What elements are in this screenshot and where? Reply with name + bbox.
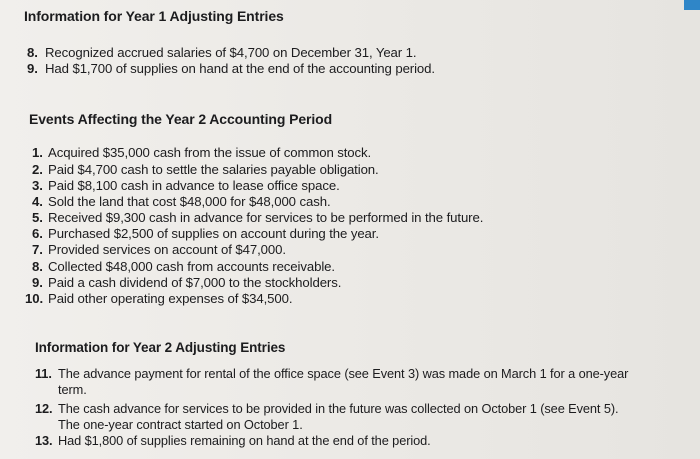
section-heading-year1-adjusting: Information for Year 1 Adjusting Entries [24,8,284,24]
item-continuation: term. [58,382,87,397]
item-number: 5. [32,210,43,225]
item-text: Paid $8,100 cash in advance to lease office space. [48,178,340,193]
item-number: 7. [32,242,43,257]
list-item [25,291,292,306]
item-number: 1. [32,145,43,160]
item-text: The advance payment for rental of the office space (see Event 3) was made on March 1 for a one-year [58,366,629,381]
item-text: Provided services on account of $47,000. [48,242,286,257]
list-item [32,194,331,209]
item-number: 4. [32,194,43,209]
list-item [35,366,628,381]
item-text: Paid a cash dividend of $7,000 to the stockholders. [48,275,342,290]
item-text: Sold the land that cost $48,000 for $48,000 cash. [48,194,331,209]
section-heading-year2-events: Events Affecting the Year 2 Accounting Period [29,111,333,127]
item-number: 2. [32,162,43,177]
item-text: Paid other operating expenses of $34,500. [48,291,293,306]
item-number: 8. [32,259,43,274]
list-item [27,61,435,76]
list-item [32,178,340,193]
list-item [32,259,335,274]
corner-color-mark [684,0,700,10]
list-item [32,210,483,225]
list-item [35,401,618,416]
item-number: 9. [32,275,43,290]
item-number: 11. [35,366,52,381]
item-text: Recognized accrued salaries of $4,700 on December 31, Year 1. [45,45,417,60]
item-text: The cash advance for services to be provided in the future was collected on October 1 (see Event 5). [58,401,619,416]
item-number: 13. [35,433,53,448]
item-text: Had $1,700 of supplies on hand at the end of the accounting period. [45,61,435,76]
list-item [32,162,379,177]
list-item [32,145,371,160]
item-text: Received $9,300 cash in advance for services to be performed in the future. [48,210,484,225]
item-number: 9. [27,61,38,76]
item-number: 6. [32,226,43,241]
item-text: Purchased $2,500 of supplies on account during the year. [48,226,379,241]
item-text: Collected $48,000 cash from accounts receivable. [48,259,335,274]
section-heading-year2-adjusting: Information for Year 2 Adjusting Entries [35,340,286,355]
item-text: Acquired $35,000 cash from the issue of common stock. [48,145,372,160]
item-number: 8. [27,45,38,60]
item-text: Paid $4,700 cash to settle the salaries payable obligation. [48,162,379,177]
list-item [32,226,379,241]
list-item [32,242,286,257]
list-item [27,45,416,60]
item-number: 3. [32,178,43,193]
item-continuation: The one-year contract started on October 1. [58,417,303,432]
list-item [35,433,431,448]
list-item [32,275,341,290]
item-number: 12. [35,401,53,416]
item-number: 10. [25,291,44,306]
item-text: Had $1,800 of supplies remaining on hand at the end of the period. [58,433,431,448]
